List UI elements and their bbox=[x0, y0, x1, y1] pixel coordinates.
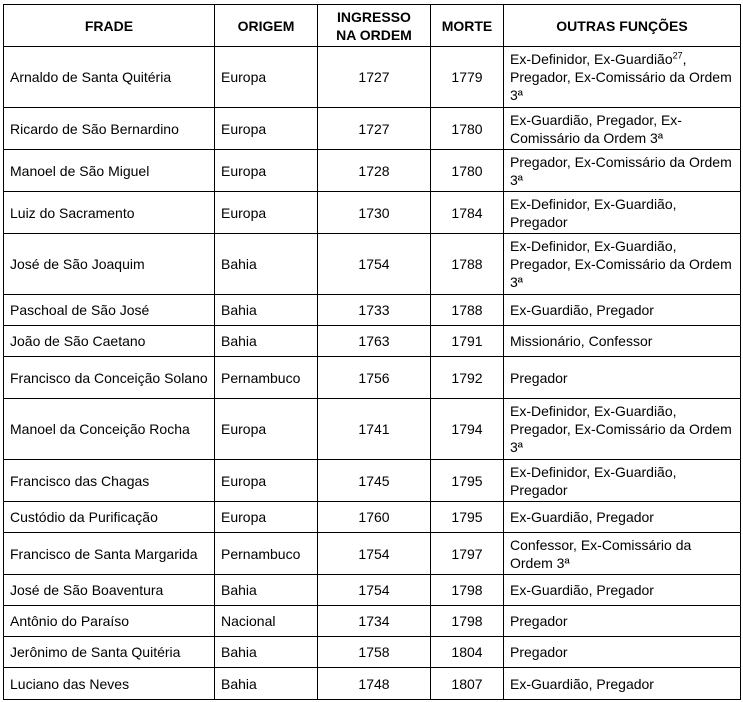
table-header bbox=[4, 5, 741, 47]
cell-ingresso: 1758 bbox=[318, 637, 431, 668]
cell-origem: Pernambuco bbox=[215, 533, 318, 575]
table-row bbox=[4, 295, 741, 326]
cell-origem: Europa bbox=[215, 108, 318, 150]
cell-morte: 1788 bbox=[431, 234, 504, 295]
table-row bbox=[4, 502, 741, 533]
cell-morte: 1780 bbox=[431, 150, 504, 192]
table-row bbox=[4, 637, 741, 668]
cell-frade: Francisco de Santa Margarida bbox=[4, 533, 215, 575]
table-row bbox=[4, 357, 741, 399]
table-row bbox=[4, 326, 741, 357]
cell-origem: Europa bbox=[215, 399, 318, 460]
cell-outras-funcoes: Pregador, Ex-Comissário da Ordem 3ª bbox=[504, 150, 741, 192]
roles-text-part2: , Pregador, Ex-Comissário da Ordem 3ª bbox=[510, 51, 732, 103]
cell-frade: Jerônimo de Santa Quitéria bbox=[4, 637, 215, 668]
cell-origem: Bahia bbox=[215, 234, 318, 295]
cell-origem: Bahia bbox=[215, 575, 318, 606]
cell-morte: 1795 bbox=[431, 460, 504, 502]
cell-frade: Manoel de São Miguel bbox=[4, 150, 215, 192]
cell-ingresso: 1727 bbox=[318, 108, 431, 150]
table-row bbox=[4, 192, 741, 234]
cell-ingresso: 1760 bbox=[318, 502, 431, 533]
header-origem: ORIGEM bbox=[215, 5, 318, 47]
cell-morte: 1792 bbox=[431, 357, 504, 399]
cell-ingresso: 1745 bbox=[318, 460, 431, 502]
cell-outras-funcoes: Ex-Guardião, Pregador bbox=[504, 668, 741, 700]
cell-ingresso: 1756 bbox=[318, 357, 431, 399]
cell-ingresso: 1741 bbox=[318, 399, 431, 460]
table-row bbox=[4, 606, 741, 637]
cell-morte: 1798 bbox=[431, 575, 504, 606]
cell-outras-funcoes: Ex-Guardião, Pregador bbox=[504, 502, 741, 533]
cell-frade: Luiz do Sacramento bbox=[4, 192, 215, 234]
cell-outras-funcoes: Pregador bbox=[504, 606, 741, 637]
cell-ingresso: 1763 bbox=[318, 326, 431, 357]
table-row bbox=[4, 234, 741, 295]
header-outras-funcoes: OUTRAS FUNÇÕES bbox=[504, 5, 741, 47]
cell-outras-funcoes: Ex-Definidor, Ex-Guardião, Pregador bbox=[504, 460, 741, 502]
table-row bbox=[4, 399, 741, 460]
friars-table bbox=[3, 4, 741, 700]
footnote-marker: 27 bbox=[672, 50, 683, 61]
header-morte: MORTE bbox=[431, 5, 504, 47]
cell-origem: Bahia bbox=[215, 326, 318, 357]
cell-morte: 1791 bbox=[431, 326, 504, 357]
table-row bbox=[4, 575, 741, 606]
cell-frade: Francisco das Chagas bbox=[4, 460, 215, 502]
cell-morte: 1794 bbox=[431, 399, 504, 460]
cell-ingresso: 1754 bbox=[318, 575, 431, 606]
cell-origem: Pernambuco bbox=[215, 357, 318, 399]
roles-text-part1: Ex-Definidor, Ex-Guardião bbox=[510, 51, 673, 67]
table-row bbox=[4, 150, 741, 192]
cell-morte: 1780 bbox=[431, 108, 504, 150]
cell-outras-funcoes: Pregador bbox=[504, 637, 741, 668]
cell-frade: Antônio do Paraíso bbox=[4, 606, 215, 637]
table-row bbox=[4, 668, 741, 700]
cell-frade: Arnaldo de Santa Quitéria bbox=[4, 47, 215, 108]
header-row bbox=[4, 5, 741, 47]
cell-ingresso: 1734 bbox=[318, 606, 431, 637]
header-ingresso bbox=[318, 5, 431, 47]
cell-outras-funcoes: Pregador bbox=[504, 357, 741, 399]
cell-morte: 1779 bbox=[431, 47, 504, 108]
cell-origem: Europa bbox=[215, 150, 318, 192]
cell-morte: 1784 bbox=[431, 192, 504, 234]
cell-origem: Nacional bbox=[215, 606, 318, 637]
cell-outras-funcoes: Ex-Guardião, Pregador, Ex-Comissário da Ordem 3ª bbox=[504, 108, 741, 150]
cell-outras-funcoes: Confessor, Ex-Comissário da Ordem 3ª bbox=[504, 533, 741, 575]
header-ingresso-line1: INGRESSO bbox=[337, 8, 411, 25]
cell-frade: Francisco da Conceição Solano bbox=[4, 357, 215, 399]
cell-frade: Paschoal de São José bbox=[4, 295, 215, 326]
cell-outras-funcoes: Ex-Guardião, Pregador bbox=[504, 575, 741, 606]
cell-frade: João de São Caetano bbox=[4, 326, 215, 357]
cell-morte: 1798 bbox=[431, 606, 504, 637]
cell-ingresso: 1748 bbox=[318, 668, 431, 700]
cell-frade: José de São Boaventura bbox=[4, 575, 215, 606]
cell-origem: Bahia bbox=[215, 668, 318, 700]
cell-frade: Custódio da Purificação bbox=[4, 502, 215, 533]
cell-ingresso: 1727 bbox=[318, 47, 431, 108]
cell-frade: Manoel da Conceição Rocha bbox=[4, 399, 215, 460]
cell-outras-funcoes: Ex-Guardião, Pregador bbox=[504, 295, 741, 326]
cell-morte: 1804 bbox=[431, 637, 504, 668]
cell-morte: 1788 bbox=[431, 295, 504, 326]
cell-morte: 1795 bbox=[431, 502, 504, 533]
header-frade: FRADE bbox=[4, 5, 215, 47]
cell-origem: Bahia bbox=[215, 295, 318, 326]
cell-frade: Ricardo de São Bernardino bbox=[4, 108, 215, 150]
cell-origem: Europa bbox=[215, 502, 318, 533]
cell-origem: Europa bbox=[215, 460, 318, 502]
table-row bbox=[4, 460, 741, 502]
cell-morte: 1807 bbox=[431, 668, 504, 700]
cell-ingresso: 1728 bbox=[318, 150, 431, 192]
cell-origem: Europa bbox=[215, 47, 318, 108]
cell-morte: 1797 bbox=[431, 533, 504, 575]
cell-ingresso: 1730 bbox=[318, 192, 431, 234]
table-row bbox=[4, 533, 741, 575]
table-body bbox=[4, 47, 741, 700]
cell-frade: Luciano das Neves bbox=[4, 668, 215, 700]
table-row bbox=[4, 108, 741, 150]
cell-ingresso: 1733 bbox=[318, 295, 431, 326]
cell-outras-funcoes: Ex-Definidor, Ex-Guardião, Pregador bbox=[504, 192, 741, 234]
table-row bbox=[4, 47, 741, 108]
cell-origem: Bahia bbox=[215, 637, 318, 668]
cell-frade: José de São Joaquim bbox=[4, 234, 215, 295]
cell-origem: Europa bbox=[215, 192, 318, 234]
cell-ingresso: 1754 bbox=[318, 234, 431, 295]
cell-outras-funcoes: Ex-Definidor, Ex-Guardião, Pregador, Ex-Comissário da Ordem 3ª bbox=[504, 234, 741, 295]
cell-outras-funcoes bbox=[504, 47, 741, 108]
cell-outras-funcoes: Ex-Definidor, Ex-Guardião, Pregador, Ex-Comissário da Ordem 3ª bbox=[504, 399, 741, 460]
cell-ingresso: 1754 bbox=[318, 533, 431, 575]
cell-outras-funcoes: Missionário, Confessor bbox=[504, 326, 741, 357]
header-ingresso-line2: NA ORDEM bbox=[336, 26, 412, 43]
